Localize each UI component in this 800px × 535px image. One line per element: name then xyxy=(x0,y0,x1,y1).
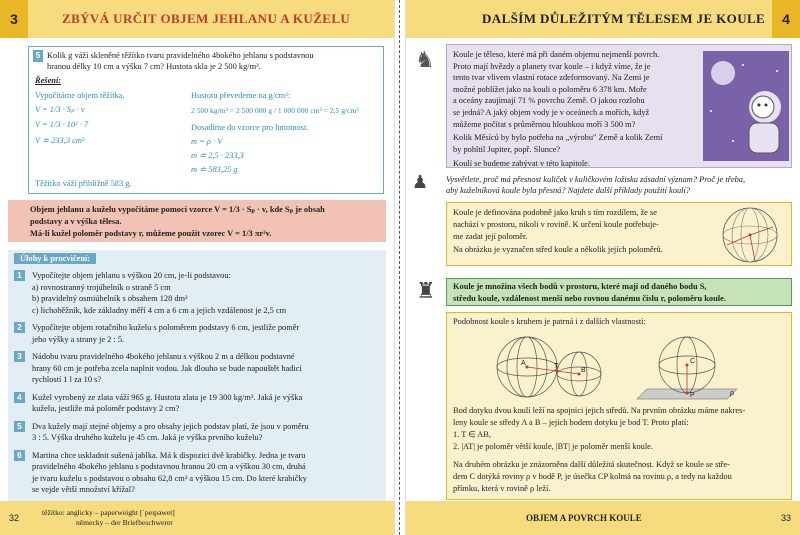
left-chapter-title: ZBÝVÁ URČIT OBJEM JEHLANU A KUŽELU xyxy=(62,11,351,26)
col1-line-1: V = 1/3 · Sₚ · v xyxy=(35,105,85,114)
footnote-line-1: německy – der Briefbeschwerer xyxy=(76,518,173,527)
def-box xyxy=(446,202,792,266)
col2-line-4: m ≐ 2,5 · 233,3 xyxy=(191,151,244,160)
task-line: Vypočítejte objem jehlanu s výškou 20 cm, je-li podstavou: xyxy=(32,271,231,280)
example-line-2: hranou délky 10 cm a výšku 7 cm? Hustota skla je 2 500 kg/m³. xyxy=(47,62,261,71)
para2-line-1: dem C dotýká roviny ρ v bodě P, je úsečka CP kolmá na rovinu ρ, a tedy na každou xyxy=(453,472,732,481)
task-line: c) lichoběžník, kde základny měří 4 cm a 6 cm a jejich vzdálenost je 2,5 cm xyxy=(32,305,287,315)
intro-line: by pohltil Jupiter, popř. Slunce? xyxy=(453,144,561,154)
task-line: 3 : 5. Výška druhého kuželu je 45 cm. Jaká je výška prvního kuželu? xyxy=(32,433,263,442)
para2-line-2: přímku, která v rovině ρ leží. xyxy=(453,484,551,493)
intro-line: se jedná? A jaký objem vody je v oceánech a mořích, když xyxy=(453,108,650,117)
col1-line-3: V ≐ 233,3 cm³ xyxy=(35,136,85,145)
para1-line-2: 1. T ∈ AB, xyxy=(453,430,491,439)
intro-line: můžeme počítat s průměrnou hloubkou moří 3 500 m? xyxy=(453,119,636,129)
svg-text:ρ: ρ xyxy=(730,390,734,397)
planet-icon xyxy=(711,61,735,85)
spheres-illustration xyxy=(487,331,747,401)
left-chapter-badge: 3 xyxy=(0,0,28,38)
intro-line: a oceány zaujímají 71 % povrchu Země. O jakou rozlohu xyxy=(453,96,645,106)
right-chapter-badge: 4 xyxy=(772,0,800,38)
example-line-1: 5 Kolik g váží skleněné těžítko tvaru pravidelného 4bokého jehlanu s podstavnou xyxy=(33,50,314,62)
para1-line-1: leny koule se středy A a B – jejich bodem dotyku je bod T. Proto platí: xyxy=(453,418,689,427)
def-line-1: nachází v prostoru, nikoli v rovině. K určení koule potřebuje- xyxy=(453,220,659,229)
para1-line-0: Bod dotyku dvou koulí leží na spojnici jejich středů. Na prvním obrázku máme nakres- xyxy=(453,406,746,415)
svg-text:B: B xyxy=(581,367,586,374)
left-header xyxy=(0,0,394,38)
intro-line: Proto mají hvězdy a planety tvar koule – i když víme, že je xyxy=(453,61,651,71)
rule-line-1: podstavy a v výška tělesa. xyxy=(30,217,122,226)
col2-line-3: m = ρ · V xyxy=(191,137,223,146)
task-line: Dva kužely mají stejné objemy a pro obsahy jejich podstav platí, že jsou v poměru xyxy=(32,421,309,431)
task-line: se vejde větší množství křížal? xyxy=(32,485,135,494)
definition-line-0: Koule je množina všech bodů v prostoru, které mají od daného bodu S, xyxy=(453,282,707,291)
task-line: Vypočítejte objem rotačního kuželu s poloměrem podstavy 6 cm, jestliže poměr xyxy=(32,323,300,332)
para1-line-3: 2. |AT| je poloměr větší koule, |BT| je poloměr menší koule. xyxy=(453,442,653,451)
example-number: 5 xyxy=(33,50,43,62)
example-result: Těžítko váží přibližně 583 g. xyxy=(35,179,132,188)
task-line: a) rovnostranný trojúhelník o straně 5 cm xyxy=(32,282,171,292)
col2-line-5: m ≐ 583,25 g xyxy=(191,165,238,174)
definition-box xyxy=(446,278,792,306)
rule-line-2: Má-li kužel poloměr podstavy r, můžeme použít vzorec V = 1/3 πr²v. xyxy=(30,229,272,238)
intro-box xyxy=(415,44,792,169)
tasks-box xyxy=(8,250,386,502)
task-line: kuželu, jestliže má poloměr podstavy 2 cm? xyxy=(32,404,180,413)
task-line: rychlostí 1 l za 10 s? xyxy=(32,375,102,384)
definition-line-1: středu koule, vzdálenost menší nebo rovnou danému číslu r, poloměru koule. xyxy=(453,294,726,303)
right-chapter-title: DALŠÍM DŮLEŽITÝM TĚLESEM JE KOULE xyxy=(482,11,766,26)
task-number: 2 xyxy=(14,322,25,333)
question-line-1: aby kuželníková koule byla přesná? Najdete další příklady použití koulí? xyxy=(446,186,690,195)
task-line: hrany 60 cm je potřeba zcela naplnit vodou. Jak dlouho se bude napouštět hadicí xyxy=(32,363,302,373)
right-header xyxy=(406,0,800,38)
right-footer xyxy=(406,501,800,535)
tasks-label: Úlohy k procvičení: xyxy=(14,253,96,264)
astronaut-illustration xyxy=(703,51,789,161)
intro-line: Kolik Měsíců by bylo potřeba na „výrobu" Země a kolik Zemí xyxy=(453,133,663,143)
svg-text:C: C xyxy=(690,358,696,365)
para2-line-0: Na druhém obrázku je znázorněna další důležitá skutečnost. Když se koule se stře- xyxy=(453,460,730,469)
left-footer xyxy=(0,501,394,535)
right-page xyxy=(406,0,800,535)
rule-line-0: Objem jehlanu a kuželu vypočítáme pomocí vzorce V = 1/3 · Sₚ · v, kde Sₚ je obsah xyxy=(30,205,325,214)
task-number: 4 xyxy=(14,392,25,403)
col2-line-0: Hustotu převedeme na g/cm³: xyxy=(191,91,291,100)
question-icon: ♟ xyxy=(412,172,429,192)
rook-icon: ♜ xyxy=(416,278,436,303)
left-page xyxy=(0,0,394,535)
col2-line-1: 2 500 kg/m³ = 2 500 000 g / 1 000 000 cm³ = 2,5 g/cm³ xyxy=(191,106,359,115)
intro-line: Koulí se budeme zabývat v této kapitole. xyxy=(453,159,590,169)
svg-text:P: P xyxy=(690,392,695,399)
rule-box xyxy=(8,200,386,242)
footnote-line-0: těžítko: anglicky – paperweight [ˈpeɪpəwet] xyxy=(42,508,175,517)
def-line-0: Koule je definována podobně jako kruh s tím rozdílem, že se xyxy=(453,208,657,217)
right-footer-title: OBJEM A POVRCH KOULE xyxy=(526,513,642,523)
cut-line xyxy=(399,0,400,535)
solution-label: Řešení: xyxy=(35,76,62,85)
col2-line-2: Dosadíme do vzorce pro hmotnost. xyxy=(191,123,309,132)
task-number: 3 xyxy=(14,351,25,362)
sphere-radii-illustration xyxy=(715,205,785,265)
task-line: je tvaru kuželu s podstavou o obsahu 62,8 cm² a výškou 15 cm. Do které krabičky xyxy=(32,473,307,483)
col1-line-2: V = 1/3 · 10² · 7 xyxy=(35,120,89,129)
task-line: pravidelného 4bokého jehlanu s podstavnou hranou 20 cm a výškou 30 cm, druhá xyxy=(32,462,306,471)
similarity-box xyxy=(446,312,792,500)
knight-icon: ♞ xyxy=(415,47,435,72)
task-number: 5 xyxy=(14,421,25,432)
def-line-3: Na obrázku je vyznačen střed koule a několik jejích poloměrů. xyxy=(453,245,663,254)
task-number: 1 xyxy=(14,270,25,281)
left-page-number: 32 xyxy=(8,513,19,523)
svg-text:A: A xyxy=(521,360,526,367)
intro-line: tento tvar vlivem vlastní rotace zdeformovaný. Na Zemi je xyxy=(453,73,650,83)
task-line: jeho výšky a strany je 2 : 5. xyxy=(32,334,125,344)
similarity-label: Podobnost koule s kruhem je patrná i z dalších vlastností: xyxy=(453,317,646,326)
def-line-2: me zadat její poloměr. xyxy=(453,232,528,241)
col1-line-0: Vypočítáme objem těžítka. xyxy=(35,91,125,100)
task-line: Martina chce uskladnit sušená jablka. Má k dispozici dvě krabičky. Jedna je tvaru xyxy=(32,450,306,460)
right-page-number: 33 xyxy=(780,513,791,523)
task-line: b) pravidelný osmiúhelník s obsahem 128 dm² xyxy=(32,294,188,303)
intro-line: možné pohlížet jako na kouli o poloměru 6 378 km. Moře xyxy=(453,84,647,94)
task-line: Kužel vyrobený ze zlata váží 965 g. Hustota zlata je 19 300 kg/m³. Jaká je výška xyxy=(32,392,303,402)
svg-text:T: T xyxy=(554,363,559,370)
task-number: 6 xyxy=(14,450,25,461)
gutter xyxy=(394,0,406,535)
task-line: Nádobu tvaru pravidelného 4bokého jehlanu s výškou 2 m a délkou podstavné xyxy=(32,352,295,361)
intro-line: Koule je těleso, které má při daném objemu nejmenší povrch. xyxy=(453,50,660,59)
question-line-0: Vysvětlete, proč má přesnost kuliček v kuličkovém ložisku zásadní význam? Proč je třeba, xyxy=(446,175,746,184)
example-box xyxy=(28,46,384,194)
